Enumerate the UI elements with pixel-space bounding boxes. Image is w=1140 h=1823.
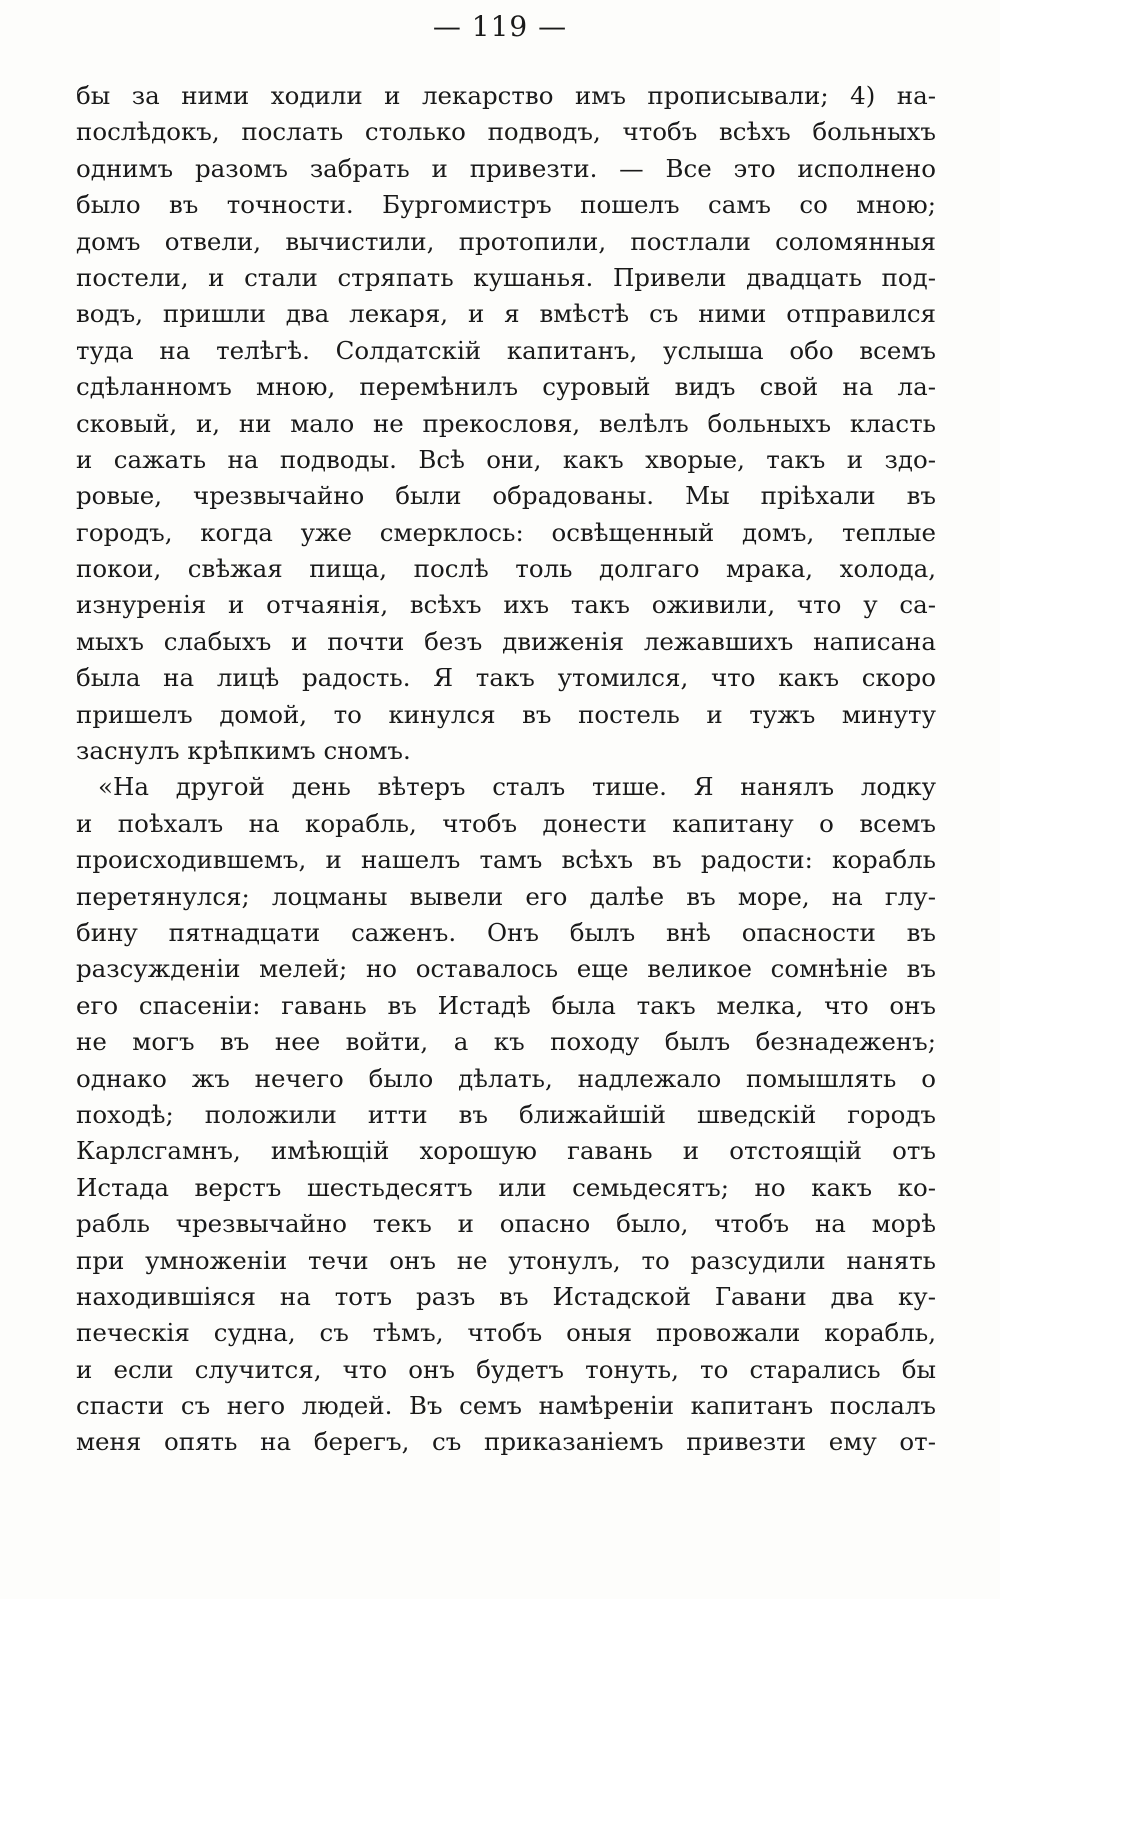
text-line: меня опять на берегъ, съ приказаніемъ привезти ему от- <box>76 1427 936 1457</box>
text-body <box>76 78 936 1461</box>
text-line: домъ отвели, вычистили, протопили, постлали соломянныя <box>76 226 936 256</box>
text-line: «На другой день вѣтеръ сталъ тише. Я нанялъ лодку <box>98 772 936 802</box>
text-line: его спасеніи: гавань въ Истадѣ была такъ мелка, что онъ <box>76 990 936 1020</box>
text-line: происходившемъ, и нашелъ тамъ всѣхъ въ радости: корабль <box>76 845 936 875</box>
text-line: городъ, когда уже смерклось: освѣщенный домъ, теплые <box>76 517 936 547</box>
text-line: печескія судна, съ тѣмъ, чтобъ оныя провожали корабль, <box>76 1318 936 1348</box>
text-line: однако жъ нечего было дѣлать, надлежало помышлять о <box>76 1063 936 1093</box>
text-line: туда на телѣгѣ. Солдатскій капитанъ, услыша обо всемъ <box>76 335 936 365</box>
page-number: — 119 — <box>432 10 568 43</box>
text-line: не могъ въ нее войти, а къ походу былъ безнадеженъ; <box>76 1027 936 1057</box>
text-line: водъ, пришли два лекаря, и я вмѣстѣ съ ними отправился <box>76 299 936 329</box>
paragraph <box>76 78 936 769</box>
text-line: разсужденіи мелей; но оставалось еще великое сомнѣніе въ <box>76 954 936 984</box>
text-line: находившіяся на тотъ разъ въ Истадской Гавани два ку- <box>76 1281 936 1311</box>
text-line: и если случится, что онъ будетъ тонуть, то старались бы <box>76 1354 936 1384</box>
text-line: заснулъ крѣпкимъ сномъ. <box>76 736 411 766</box>
text-line: сдѣланномъ мною, перемѣнилъ суровый видъ свой на ла- <box>76 372 936 402</box>
text-line: перетянулся; лоцманы вывели его далѣе въ море, на глу- <box>76 881 936 911</box>
text-line: пришелъ домой, то кинулся въ постель и тужъ минуту <box>76 699 936 729</box>
text-line: бы за ними ходили и лекарство имъ прописывали; 4) на- <box>76 81 936 110</box>
text-line: при умноженіи течи онъ не утонулъ, то разсудили нанять <box>76 1245 936 1275</box>
text-line: и сажать на подводы. Всѣ они, какъ хворые, такъ и здо- <box>76 444 936 474</box>
text-line: изнуренія и отчаянія, всѣхъ ихъ такъ оживили, что у са- <box>76 590 936 620</box>
text-line: постели, и стали стряпать кушанья. Привели двадцать под- <box>76 262 936 292</box>
text-line: Истада верстъ шестьдесятъ или семьдесятъ; но какъ ко- <box>76 1172 936 1202</box>
text-line: бину пятнадцати саженъ. Онъ былъ внѣ опасности въ <box>76 917 936 947</box>
text-line: однимъ разомъ забрать и привезти. — Все это исполнено <box>76 153 936 183</box>
text-line: походѣ; положили итти въ ближайшій шведскій городъ <box>76 1099 936 1129</box>
text-line: была на лицѣ радость. Я такъ утомился, что какъ скоро <box>76 663 936 693</box>
text-line: Карлсгамнъ, имѣющій хорошую гавань и отстоящій отъ <box>76 1136 936 1166</box>
text-line: и поѣхалъ на корабль, чтобъ донести капитану о всемъ <box>76 808 936 838</box>
text-line: ровые, чрезвычайно были обрадованы. Мы пріѣхали въ <box>76 481 936 511</box>
text-line: послѣдокъ, послать столько подводъ, чтобъ всѣхъ больныхъ <box>76 117 936 147</box>
text-line: покои, свѣжая пища, послѣ толь долгаго мрака, холода, <box>76 554 936 584</box>
text-line: спасти съ него людей. Въ семъ намѣреніи капитанъ послалъ <box>76 1391 936 1421</box>
text-line: сковый, и, ни мало не прекословя, велѣлъ больныхъ класть <box>76 408 936 438</box>
text-line: было въ точности. Бургомистръ пошелъ самъ со мною; <box>76 190 936 220</box>
paragraph <box>76 769 936 1460</box>
text-line: рабль чрезвычайно текъ и опасно было, чтобъ на морѣ <box>76 1209 936 1239</box>
text-line: мыхъ слабыхъ и почти безъ движенія лежавшихъ написана <box>76 626 936 656</box>
